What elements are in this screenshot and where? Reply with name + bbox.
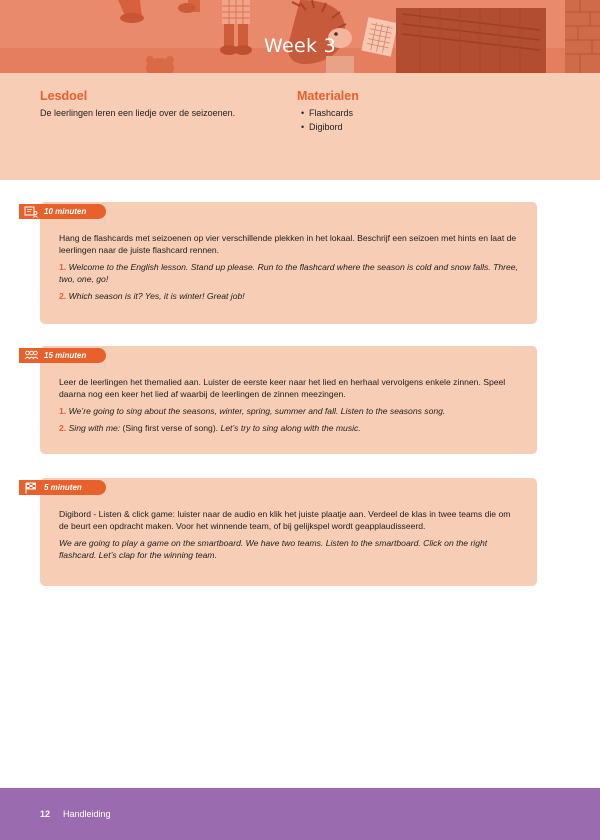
activity-line [59, 422, 519, 434]
line-number: 2. [59, 291, 67, 301]
lesson-goals-panel [0, 73, 600, 180]
activity-italic-text: We are going to play a game on the smartboard. We have two teams. Listen to the smartboard. Click on the right flashcard. Let’s clap for the winning team. [59, 538, 488, 560]
line-number: 1. [59, 406, 67, 416]
line-number: 1. [59, 262, 67, 272]
activity-instructions: Leer de leerlingen het themalied aan. Luister de eerste keer naar het lied en herhaal vervolgens enkele zinnen. Speel daarna nog een keer het lied af waarbij de leerlingen de zinnen meezingen. [59, 377, 506, 399]
group-people-icon [23, 350, 39, 362]
activity-line [59, 290, 519, 302]
duration-label: 15 minuten [44, 351, 87, 360]
finish-flag-icon [23, 482, 39, 494]
line-text: Which season is it? Yes, it is winter! Great job! [68, 291, 245, 301]
line-text: We’re going to sing about the seasons, winter, spring, summer and fall. Listen to the seasons song. [68, 406, 446, 416]
duration-label: 5 minuten [44, 483, 82, 492]
activity-card-1 [40, 202, 537, 324]
materialen-item: • Flashcards [297, 106, 537, 120]
line-text: Welcome to the English lesson. Stand up please. Run to the flashcard where the season is cold and snow falls. Three, two, one, go! [59, 262, 518, 284]
page-footer [0, 788, 600, 840]
duration-tag [19, 480, 106, 495]
header-illustration [0, 0, 600, 73]
duration-tag [19, 348, 106, 363]
materialen-section [297, 89, 537, 134]
lesdoel-section [40, 89, 280, 120]
materialen-list [297, 106, 537, 134]
lesdoel-text: De leerlingen leren een liedje over de seizoenen. [40, 108, 236, 118]
page-title: Week 3 [264, 35, 336, 57]
line-text: Let’s try to sing along with the music. [220, 423, 361, 433]
line-number: 2. [59, 423, 67, 433]
footer-label: Handleiding [63, 809, 111, 819]
line-text: Sing with me: [68, 423, 121, 433]
whiteboard-teacher-icon [23, 206, 39, 218]
activity-card-2 [40, 346, 537, 454]
line-text: (Sing first verse of song). [120, 423, 221, 433]
duration-label: 10 minuten [44, 207, 87, 216]
activity-line [59, 405, 519, 417]
lesdoel-heading: Lesdoel [40, 89, 88, 103]
materialen-item: • Digibord [297, 120, 537, 134]
activity-instructions: Digibord - Listen & click game: luister naar de audio en klik het juiste plaatje aan. Verdeel de klas in twee teams die om de beurt een opdracht maken. Voor het winnende team, of bij gelijkspel wordt geapplaudisseerd. [59, 509, 511, 531]
duration-tag [19, 204, 106, 219]
materialen-heading: Materialen [297, 89, 359, 103]
activity-instructions: Hang de flashcards met seizoenen op vier verschillende plekken in het lokaal. Beschrijf een seizoen met hints en laat de leerlingen naar de juiste flashcard rennen. [59, 233, 517, 255]
page-number: 12 [40, 809, 51, 819]
activity-line [59, 261, 519, 285]
activity-card-3 [40, 478, 537, 586]
